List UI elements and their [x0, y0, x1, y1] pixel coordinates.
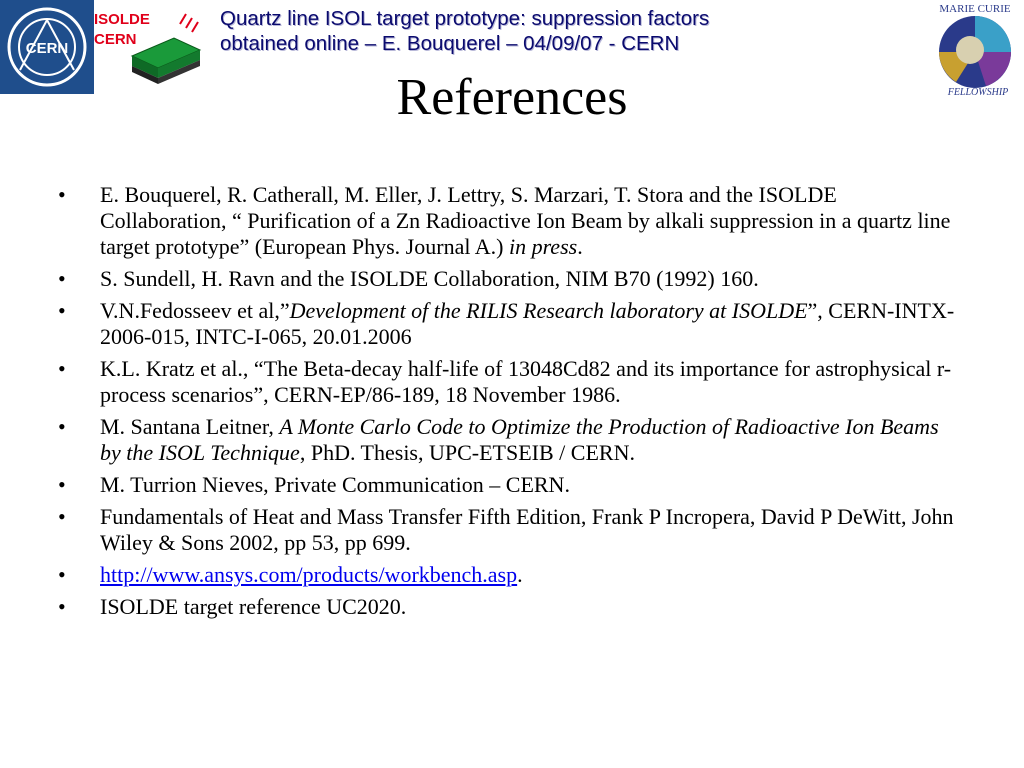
bullet: •	[58, 266, 66, 291]
cern-logo-text: CERN	[25, 40, 69, 57]
bullet: •	[58, 414, 66, 439]
header-subtitle-line2: obtained online – E. Bouquerel – 04/09/07 - CERN	[220, 32, 680, 55]
reference-item-9: • ISOLDE target reference UC2020.	[58, 594, 407, 619]
bullet: •	[58, 356, 66, 381]
slide-title: References	[396, 69, 628, 126]
header-subtitle-line1: Quartz line ISOL target prototype: suppression factors	[220, 7, 710, 30]
reference-item-3: • V.N.Fedosseev et al,”Development of the RILIS Research laboratory at ISOLDE”, CERN-INTX-2006-015, INTC-I-065, 20.01.2006	[58, 298, 955, 349]
reference-item-8: • http://www.ansys.com/products/workbench.asp.	[58, 562, 523, 587]
ansys-workbench-link[interactable]: http://www.ansys.com/products/workbench.asp	[100, 562, 518, 587]
bullet: •	[58, 298, 66, 323]
references-list	[58, 182, 963, 626]
isolde-logo-line1: ISOLDE	[94, 11, 150, 28]
reference-item-4: • K.L. Kratz et al., “The Beta-decay half-life of 13048Cd82 and its importance for astrophysical r-process scenarios”, CERN-EP/86-189, 18 November 1986.	[58, 356, 952, 407]
bullet: •	[58, 594, 66, 619]
bullet: •	[58, 504, 66, 529]
bullet: •	[58, 472, 66, 497]
reference-item-6: • M. Turrion Nieves, Private Communication – CERN.	[58, 472, 570, 497]
bullet: •	[58, 182, 66, 207]
isolde-logo-line2: CERN	[94, 31, 137, 48]
bullet: •	[58, 562, 66, 587]
reference-item-2: • S. Sundell, H. Ravn and the ISOLDE Collaboration, NIM B70 (1992) 160.	[58, 266, 759, 291]
reference-item-7: • Fundamentals of Heat and Mass Transfer Fifth Edition, Frank P Incropera, David P DeWitt, John Wiley & Sons 2002, pp 53, pp 699.	[58, 504, 954, 555]
reference-item-1: • E. Bouquerel, R. Catherall, M. Eller, J. Lettry, S. Marzari, T. Stora and the ISOLDE Collaboration, “ Purification of a Zn Radioactive Ion Beam by alkali suppression in a quartz line target prototype” (European Phys. Journal A.) in press.	[58, 182, 951, 259]
marie-curie-logo-top: MARIE CURIE	[939, 3, 1011, 15]
marie-curie-logo-bottom: FELLOWSHIP	[947, 87, 1009, 98]
reference-item-5: • M. Santana Leitner, A Monte Carlo Code to Optimize the Production of Radioactive Ion Beams by the ISOL Technique, PhD. Thesis, UPC-ETSEIB / CERN.	[58, 414, 939, 465]
header-subtitle	[220, 6, 920, 56]
